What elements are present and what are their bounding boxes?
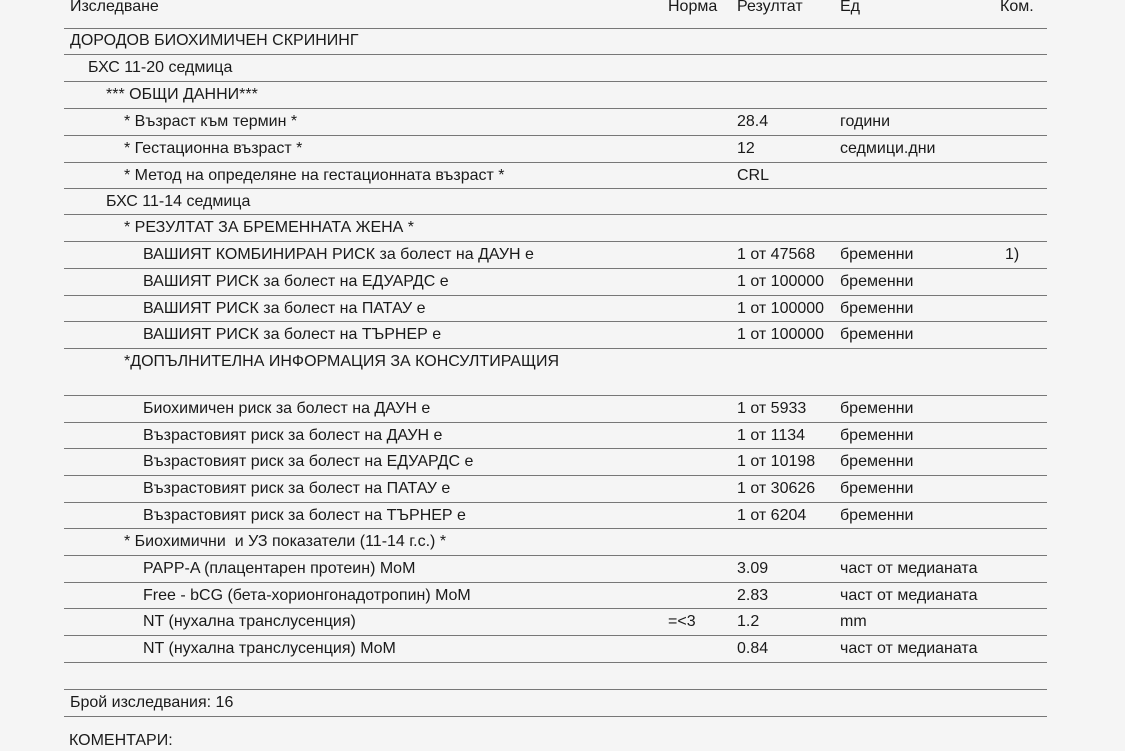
row-test-name: БХС 11-20 седмица	[88, 59, 233, 76]
table-row	[64, 396, 1047, 423]
row-result: 3.09	[737, 560, 769, 577]
table-row	[64, 322, 1047, 349]
table-row	[64, 269, 1047, 296]
row-test-name: * Метод на определяне на гестационната възраст *	[124, 167, 505, 184]
row-test-name: ВАШИЯТ РИСК за болест на ПАТАУ е	[143, 300, 426, 317]
row-unit: част от медианата	[840, 640, 978, 657]
row-result: 1 от 6204	[737, 507, 807, 524]
table-header	[64, 0, 1047, 29]
row-unit: бременни	[840, 273, 914, 290]
row-test-name: Възрастовият риск за болест на ПАТАУ е	[143, 480, 451, 497]
row-result: 28.4	[737, 113, 769, 130]
row-unit: mm	[840, 613, 867, 630]
row-test-name: Възрастовият риск за болест на ТЪРНЕР е	[143, 507, 466, 524]
table-row	[64, 109, 1047, 136]
table-row	[64, 136, 1047, 163]
row-test-name: БХС 11-14 седмица	[106, 193, 251, 210]
table-row	[64, 503, 1047, 529]
table-row	[64, 476, 1047, 503]
row-test-name: Възрастовият риск за болест на ДАУН е	[143, 427, 443, 444]
row-comment: 1)	[1005, 246, 1020, 263]
table-row	[64, 28, 1047, 55]
row-test-name: * РЕЗУЛТАТ ЗА БРЕМЕННАТА ЖЕНА *	[124, 219, 415, 236]
row-result: 1 от 100000	[737, 326, 825, 343]
row-result: 1 от 5933	[737, 400, 807, 417]
column-header-result: Резултат	[737, 0, 803, 15]
column-header-norm: Норма	[668, 0, 718, 15]
row-test-name: *ДОПЪЛНИТЕЛНА ИНФОРМАЦИЯ ЗА КОНСУЛТИРАЩИЯ	[124, 353, 560, 370]
row-result: 1 от 47568	[737, 246, 816, 263]
row-test-name: *** ОБЩИ ДАННИ***	[106, 86, 258, 103]
row-unit: бременни	[840, 326, 914, 343]
row-unit: седмици.дни	[840, 140, 936, 157]
row-test-name: * Гестационна възраст *	[124, 140, 303, 157]
table-row	[64, 556, 1047, 583]
table-row	[64, 609, 1047, 636]
table-row	[64, 423, 1047, 449]
row-result: CRL	[737, 167, 770, 184]
row-unit: част от медианата	[840, 587, 978, 604]
row-test-name: Free - bCG (бета-хорионгонадотропин) MoM	[143, 587, 471, 604]
comments-heading: КОМЕНТАРИ:	[69, 732, 173, 749]
table-row	[64, 55, 1047, 82]
row-unit: години	[840, 113, 891, 130]
row-test-name: ВАШИЯТ РИСК за болест на ТЪРНЕР е	[143, 326, 442, 343]
row-result: 1 от 1134	[737, 427, 806, 444]
table-row	[64, 215, 1047, 242]
row-norm: =<3	[668, 613, 696, 630]
column-header-unit: Ед	[840, 0, 861, 15]
table-row	[64, 636, 1047, 663]
row-test-name: PAPP-A (плацентарен протеин) MoM	[143, 560, 416, 577]
row-test-name: Биохимичен риск за болест на ДАУН е	[143, 400, 431, 417]
row-test-name: ВАШИЯТ РИСК за болест на ЕДУАРДС е	[143, 273, 449, 290]
table-row	[64, 349, 1047, 396]
row-test-name: NT (нухална транслусенция) MoM	[143, 640, 396, 657]
column-header-test: Изследване	[70, 0, 159, 15]
table-row	[64, 163, 1047, 189]
table-row	[64, 296, 1047, 322]
row-result: 12	[737, 140, 755, 157]
row-unit: бременни	[840, 480, 914, 497]
table-row	[64, 82, 1047, 109]
row-unit: бременни	[840, 400, 914, 417]
row-result: 2.83	[737, 587, 769, 604]
table-row	[64, 189, 1047, 215]
row-result: 1 от 100000	[737, 300, 825, 317]
row-unit: бременни	[840, 300, 914, 317]
row-test-name: ДОРОДОВ БИОХИМИЧЕН СКРИНИНГ	[70, 32, 359, 49]
table-row	[64, 529, 1047, 556]
table-row	[64, 583, 1047, 609]
row-unit: бременни	[840, 246, 914, 263]
row-unit: част от медианата	[840, 560, 978, 577]
row-result: 1 от 100000	[737, 273, 825, 290]
table-row	[64, 242, 1047, 269]
row-test-name: * Възраст към термин *	[124, 113, 298, 130]
row-result: 1.2	[737, 613, 760, 630]
test-count: Брой изследвания: 16	[70, 694, 234, 711]
test-count-row	[64, 689, 1047, 717]
row-unit: бременни	[840, 507, 914, 524]
row-test-name: NT (нухална транслусенция)	[143, 613, 356, 630]
row-test-name: * Биохимични и УЗ показатели (11-14 г.с.) *	[124, 533, 447, 550]
row-test-name: Възрастовият риск за болест на ЕДУАРДС е	[143, 453, 474, 470]
row-unit: бременни	[840, 427, 914, 444]
column-header-comment: Ком.	[1000, 0, 1034, 15]
row-unit: бременни	[840, 453, 914, 470]
row-test-name: ВАШИЯТ КОМБИНИРАН РИСК за болест на ДАУН е	[143, 246, 534, 263]
table-row	[64, 449, 1047, 476]
row-result: 0.84	[737, 640, 769, 657]
row-result: 1 от 10198	[737, 453, 816, 470]
row-result: 1 от 30626	[737, 480, 816, 497]
